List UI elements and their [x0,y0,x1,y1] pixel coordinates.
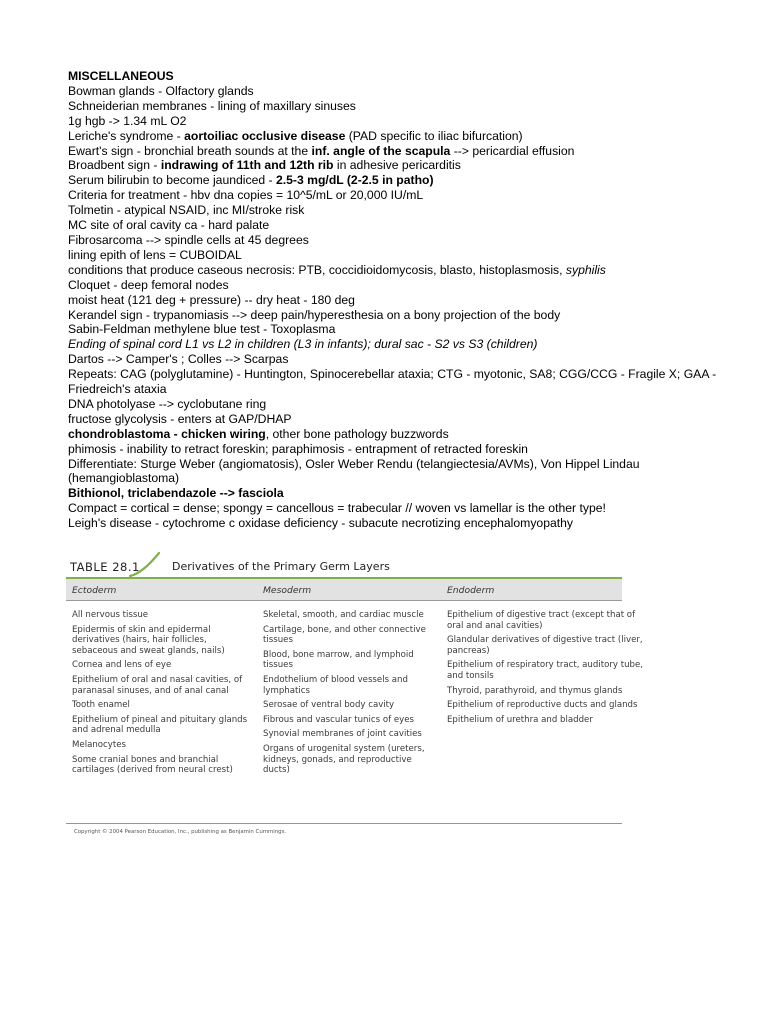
note-line [68,397,748,412]
note-line [68,308,748,323]
table-number: TABLE 28.1 [70,560,140,574]
note-segment: indrawing of 11th and 12th rib [160,158,334,173]
note-segment: conditions that produce caseous necrosis: PTB, coccidioidomycosis, blasto, histoplasmosis, [68,262,566,277]
germ-layers-table [66,548,652,840]
note-segment: DNA photolyase --> cyclobutane ring [68,396,267,411]
notes-section [68,69,748,531]
copyright-note: Copyright © 2004 Pearson Education, Inc., publishing as Benjamin Cummings. [74,829,287,835]
note-segment: Kerandel sign - trypanomiasis --> deep pain/hyperesthesia on a bony projection of the body [68,307,561,322]
table-cell: Glandular derivatives of digestive tract (liver, pancreas) [447,635,643,656]
table-cell: All nervous tissue [72,610,149,620]
table-cell: Blood, bone marrow, and lymphoid tissues [263,649,414,671]
note-segment: Bithionol, triclabendazole --> fasciola [68,486,284,501]
note-segment: --> pericardial effusion [450,143,575,158]
table-cell: Epithelium of urethra and bladder [447,714,593,725]
note-segment: 1g hgb -> 1.34 mL O2 [68,113,187,128]
table-cell: Synovial membranes of joint cavities [263,729,422,740]
note-line [68,233,748,248]
note-line [68,501,748,516]
table-bottom-rule [66,823,622,824]
table-cell: Epidermis of skin and epidermal derivatives (hairs, hair follicles, sebaceous and sweat glands, nails) [72,624,225,656]
note-segment: Repeats: CAG (polyglutamine) - Huntington, Spinocerebellar ataxia; CTG - myotonic, SA8; CGG/CCG - Fragile X; GAA - Friedreich's ataxia [68,367,717,397]
note-segment: (PAD specific to iliac bifurcation) [345,128,523,143]
table-cell: Epithelium of reproductive ducts and glands [447,700,638,711]
table-cell: Epithelium of respiratory tract, auditory tube, and tonsils [447,660,643,681]
note-line [68,129,748,144]
table-cell: Organs of urogenital system (ureters, kidneys, gonads, and reproductive ducts) [263,743,425,776]
note-segment: moist heat (121 deg + pressure) -- dry heat - 180 deg [68,292,355,307]
note-segment: lining epith of lens = CUBOIDAL [68,247,242,262]
table-cell: Epithelium of pineal and pituitary glands and adrenal medulla [72,714,248,736]
table-cell: Serosae of ventral body cavity [263,700,395,711]
table-header-row [66,579,622,600]
note-segment: Compact = cortical = dense; spongy = cancellous = trabecular // woven vs lamellar is the other type! [68,501,606,516]
ectoderm-column [72,610,252,780]
note-segment: chondroblastoma - chicken wiring [68,426,266,441]
note-line [68,337,748,352]
note-segment: Bowman glands - Olfactory glands [68,83,254,98]
table-cell: Fibrous and vascular tunics of eyes [263,714,414,725]
note-segment: Ewart's sign - bronchial breath sounds at the [68,143,312,158]
note-line [68,352,748,367]
note-line [68,173,748,188]
note-segment: Cloquet - deep femoral nodes [68,277,229,292]
table-cell: Tooth enamel [72,700,130,711]
note-line [68,278,748,293]
note-segment: phimosis - inability to retract foreskin; paraphimosis - entrapment of retracted foreskin [68,441,528,456]
table-cell: Epithelium of digestive tract (except that of oral and anal cavities) [447,610,636,631]
mesoderm-column [263,610,433,780]
note-line [68,158,748,173]
note-line [68,293,748,308]
note-segment: , other bone pathology buzzwords [265,426,449,441]
note-segment: Dartos --> Camper's ; Colles --> Scarpas [68,352,289,367]
notes-lines [68,84,748,531]
note-segment: Differentiate: Sturge Weber (angiomatosis), Osler Weber Rendu (telangiectesia/AVMs), Von Hippel Lindau (hemangioblastoma) [68,456,640,486]
note-segment: 2.5-3 mg/dL (2-2.5 in patho) [275,173,434,188]
note-segment: Sabin-Feldman methylene blue test - Toxoplasma [68,322,336,337]
note-line [68,486,748,501]
note-line [68,412,748,427]
table-cell: Skeletal, smooth, and cardiac muscle [263,610,424,620]
note-line [68,218,748,233]
note-line [68,516,748,531]
note-line [68,248,748,263]
note-line [68,203,748,218]
note-line [68,457,748,487]
note-segment: Criteria for treatment - hbv dna copies = 10^5/mL or 20,000 IU/mL [68,188,424,203]
note-line [68,367,748,397]
note-segment: fructose glycolysis - enters at GAP/DHAP [68,411,292,426]
header-endoderm: Endoderm [447,585,495,596]
note-line [68,144,748,159]
note-segment: Serum bilirubin to become jaundiced - [68,173,276,188]
endoderm-column [447,610,647,729]
note-segment: Fibrosarcoma --> spindle cells at 45 degrees [68,232,309,247]
notes-heading: MISCELLANEOUS [68,69,174,83]
note-line [68,114,748,129]
table-caption: Derivatives of the Primary Germ Layers [172,560,390,573]
note-segment: MC site of oral cavity ca - hard palate [68,218,270,233]
note-line [68,188,748,203]
swoosh-icon [128,550,162,578]
table-cell: Thyroid, parathyroid, and thymus glands [447,685,623,696]
table-cell: Melanocytes [72,739,127,750]
note-line [68,84,748,99]
table-cell: Epithelium of oral and nasal cavities, of paranasal sinuses, and of anal canal [72,674,243,696]
note-segment: Leriche's syndrome - [68,128,185,143]
table-cell: Cornea and lens of eye [72,660,172,671]
note-segment: Leigh's disease - cytochrome c oxidase deficiency - subacute necrotizing encephalomyopathy [68,516,574,531]
note-segment: Ending of spinal cord L1 vs L2 in children (L3 in infants); dural sac - S2 vs S3 (children) [68,337,538,352]
note-segment: Broadbent sign - [68,158,161,173]
table-cell: Some cranial bones and branchial cartilages (derived from neural crest) [72,754,233,776]
note-segment: aortoiliac occlusive disease [184,128,346,143]
note-line [68,263,748,278]
table-cell: Endothelium of blood vessels and lymphatics [263,674,408,696]
note-line [68,322,748,337]
note-line [68,427,748,442]
note-line [68,99,748,114]
header-ectoderm: Ectoderm [72,585,117,596]
note-segment: syphilis [565,262,606,277]
header-mesoderm: Mesoderm [263,585,312,596]
table-cell: Cartilage, bone, and other connective tissues [263,624,426,646]
table-header-rule [66,600,622,601]
note-line [68,442,748,457]
note-segment: Tolmetin - atypical NSAID, inc MI/stroke risk [68,203,305,218]
note-segment: inf. angle of the scapula [311,143,451,158]
note-segment: in adhesive pericarditis [333,158,461,173]
note-segment: Schneiderian membranes - lining of maxillary sinuses [68,98,356,113]
